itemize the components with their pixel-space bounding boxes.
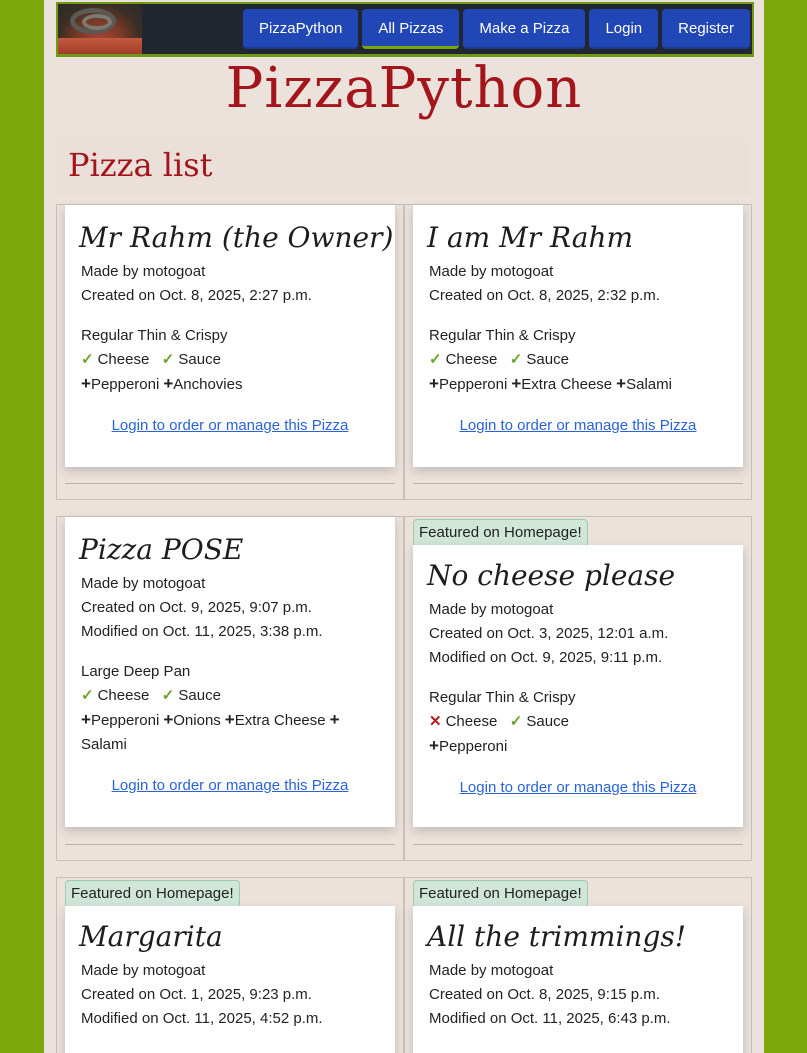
pizza-name: Mr Rahm (the Owner) xyxy=(79,221,394,254)
pizza-created-date: Created on Oct. 8, 2025, 2:32 p.m. xyxy=(429,287,660,304)
plus-icon: + xyxy=(81,374,91,393)
section-title: Pizza list xyxy=(68,146,213,184)
pizza-base: Regular Thin & Crispy xyxy=(429,689,576,706)
cheese-label: Cheese xyxy=(445,713,498,730)
pizza-cheese-sauce xyxy=(429,348,727,372)
pizza-toppings xyxy=(429,734,727,759)
card-divider xyxy=(65,483,395,484)
check-icon: ✓ xyxy=(161,687,175,704)
check-icon: ✓ xyxy=(81,687,94,704)
pizza-toppings xyxy=(429,372,727,397)
order-login-link[interactable]: Login to order or manage this Pizza xyxy=(111,417,349,434)
pizza-name: No cheese please xyxy=(427,559,676,592)
pizza-card xyxy=(413,906,743,1053)
pizza-cell xyxy=(56,204,404,500)
logo-pizza-crust xyxy=(58,38,142,54)
nav-register-button[interactable]: Register xyxy=(662,9,750,49)
sauce-label: Sauce xyxy=(526,351,569,368)
plus-icon: + xyxy=(616,374,627,393)
site-title: PizzaPython xyxy=(225,56,583,121)
pizza-name: Margarita xyxy=(79,920,223,953)
topping-label: Pepperoni xyxy=(438,738,508,755)
pizza-author: Made by motogoat xyxy=(81,263,206,280)
pizza-cell xyxy=(56,877,404,1053)
topping-label: Pepperoni xyxy=(438,376,508,393)
sauce-label: Sauce xyxy=(526,713,569,730)
pizza-card xyxy=(413,545,743,827)
pizza-modified-date: Modified on Oct. 9, 2025, 9:11 p.m. xyxy=(429,649,663,666)
pizza-cell xyxy=(56,516,404,861)
topping-label: Onions xyxy=(173,712,221,729)
pizza-author: Made by motogoat xyxy=(81,962,206,979)
check-icon: ✓ xyxy=(429,351,442,368)
pizza-author: Made by motogoat xyxy=(429,263,554,280)
pizza-modified-date: Modified on Oct. 11, 2025, 3:38 p.m. xyxy=(81,623,323,640)
pizza-card xyxy=(65,205,395,467)
pizza-author: Made by motogoat xyxy=(81,575,206,592)
pizza-created-date: Created on Oct. 8, 2025, 2:27 p.m. xyxy=(81,287,312,304)
plus-icon: + xyxy=(429,736,439,755)
order-login-link[interactable]: Login to order or manage this Pizza xyxy=(459,779,697,796)
pizza-author: Made by motogoat xyxy=(429,962,554,979)
pizza-created-date: Created on Oct. 3, 2025, 12:01 a.m. xyxy=(429,625,669,642)
nav-login-button[interactable]: Login xyxy=(589,9,658,49)
topping-label: Pepperoni xyxy=(90,376,160,393)
logo-snake-coil-inner xyxy=(82,14,112,30)
pizza-cell xyxy=(404,516,752,861)
plus-icon: + xyxy=(511,374,522,393)
cheese-label: Cheese xyxy=(445,351,498,368)
plus-icon: + xyxy=(81,710,91,729)
topping-label: Anchovies xyxy=(173,376,243,393)
sauce-label: Sauce xyxy=(178,351,221,368)
featured-badge: Featured on Homepage! xyxy=(413,519,588,547)
check-icon: ✓ xyxy=(509,713,523,730)
nav-links xyxy=(243,9,750,49)
navbar xyxy=(56,2,754,57)
pizza-toppings xyxy=(81,708,379,757)
pizza-card xyxy=(65,906,395,1053)
nav-make-pizza-button[interactable]: Make a Pizza xyxy=(463,9,585,49)
plus-icon: + xyxy=(163,374,174,393)
topping-label: Extra Cheese xyxy=(234,712,326,729)
card-divider xyxy=(65,844,395,845)
plus-icon: + xyxy=(429,374,439,393)
cheese-label: Cheese xyxy=(97,687,150,704)
pizza-created-date: Created on Oct. 1, 2025, 9:23 p.m. xyxy=(81,986,312,1003)
pizza-base: Large Deep Pan xyxy=(81,663,191,680)
order-login-link[interactable]: Login to order or manage this Pizza xyxy=(111,777,349,794)
check-icon: ✓ xyxy=(161,351,175,368)
topping-label: Extra Cheese xyxy=(521,376,613,393)
section-header xyxy=(56,138,750,196)
pizza-cell xyxy=(404,877,752,1053)
pizza-cheese-sauce xyxy=(81,348,379,372)
card-divider xyxy=(413,483,743,484)
pizza-base: Regular Thin & Crispy xyxy=(429,327,576,344)
nav-all-pizzas-button[interactable]: All Pizzas xyxy=(362,9,459,49)
pizza-name: All the trimmings! xyxy=(427,920,687,953)
pizza-cell xyxy=(404,204,752,500)
pizza-base: Regular Thin & Crispy xyxy=(81,327,228,344)
plus-icon: + xyxy=(163,710,174,729)
pizza-created-date: Created on Oct. 8, 2025, 9:15 p.m. xyxy=(429,986,660,1003)
page-container xyxy=(44,0,764,1053)
featured-badge: Featured on Homepage! xyxy=(413,880,588,908)
topping-label: Pepperoni xyxy=(90,712,160,729)
python-pizza-logo-icon[interactable] xyxy=(58,4,142,54)
cross-icon: ✕ xyxy=(429,713,442,730)
pizza-modified-date: Modified on Oct. 11, 2025, 4:52 p.m. xyxy=(81,1010,323,1027)
topping-label: Salami xyxy=(626,376,672,393)
pizza-cheese-sauce xyxy=(81,684,379,708)
pizza-card xyxy=(65,517,395,827)
card-divider xyxy=(413,844,743,845)
featured-badge: Featured on Homepage! xyxy=(65,880,240,908)
cheese-label: Cheese xyxy=(97,351,150,368)
topping-label: Salami xyxy=(81,736,127,753)
sauce-label: Sauce xyxy=(178,687,221,704)
pizza-created-date: Created on Oct. 9, 2025, 9:07 p.m. xyxy=(81,599,312,616)
pizza-name: I am Mr Rahm xyxy=(427,221,634,254)
nav-home-button[interactable]: PizzaPython xyxy=(243,9,358,49)
pizza-card xyxy=(413,205,743,467)
check-icon: ✓ xyxy=(509,351,523,368)
pizza-author: Made by motogoat xyxy=(429,601,554,618)
pizza-cheese-sauce xyxy=(429,710,727,734)
order-login-link[interactable]: Login to order or manage this Pizza xyxy=(459,417,697,434)
plus-icon: + xyxy=(329,710,340,729)
pizza-modified-date: Modified on Oct. 11, 2025, 6:43 p.m. xyxy=(429,1010,671,1027)
pizza-toppings xyxy=(81,372,379,397)
plus-icon: + xyxy=(224,710,235,729)
pizza-name: Pizza POSE xyxy=(79,533,244,566)
check-icon: ✓ xyxy=(81,351,94,368)
